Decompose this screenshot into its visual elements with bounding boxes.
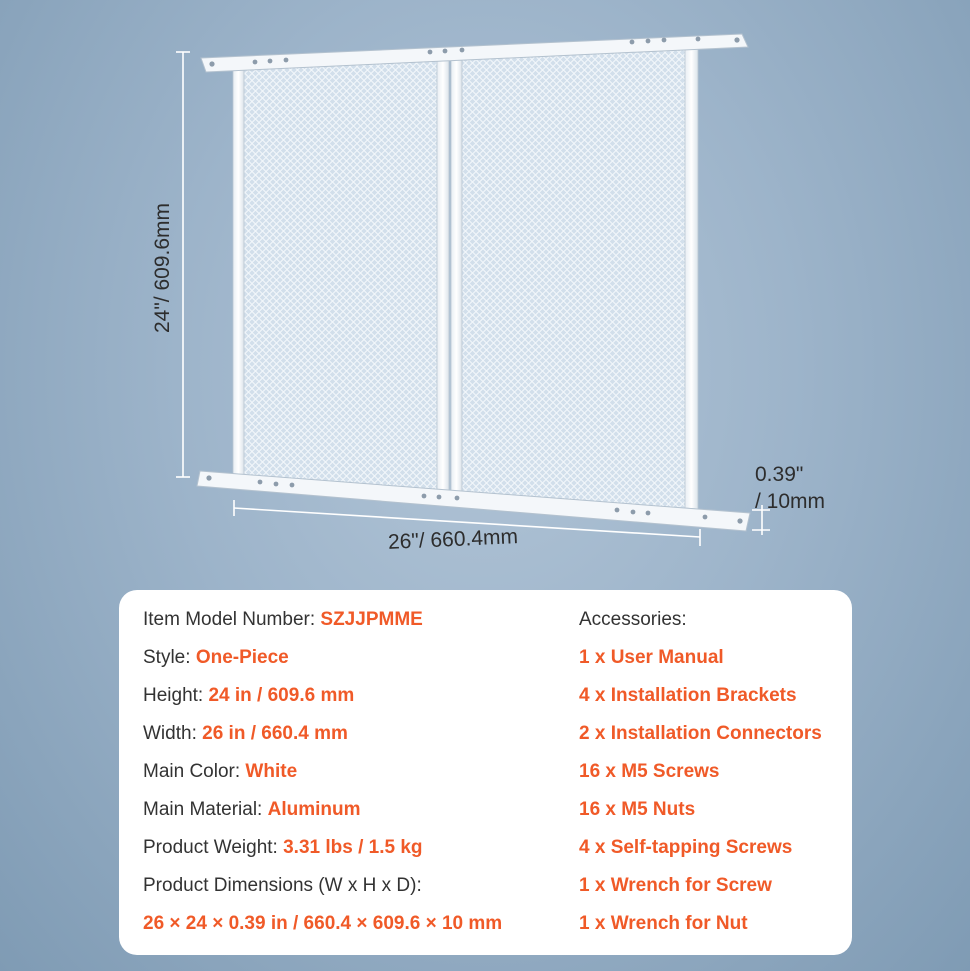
spec-card	[119, 590, 852, 955]
height-dimension-line	[176, 52, 190, 477]
spec-value: 26 × 24 × 0.39 in / 660.4 × 609.6 × 10 mm	[143, 913, 503, 934]
accessory-item: 16 x M5 Screws	[579, 761, 720, 782]
spec-value: One-Piece	[195, 647, 289, 668]
spec-label: Product Dimensions (W x H x D):	[143, 875, 422, 896]
mesh-panel-right	[461, 44, 686, 508]
spec-row-height	[143, 685, 354, 707]
spec-row-model	[143, 609, 423, 631]
spec-label: Main Color:	[143, 761, 246, 782]
accessory-item: 4 x Installation Brackets	[579, 685, 797, 706]
spec-value: Aluminum	[267, 799, 361, 820]
spec-label: Width:	[143, 723, 203, 744]
frame-post	[233, 62, 244, 481]
spec-value: White	[245, 761, 298, 782]
thickness-label-mm: / 10mm	[755, 490, 826, 513]
spec-label: Style:	[143, 647, 196, 668]
spec-row-style	[143, 647, 289, 669]
spec-label: Height:	[143, 685, 209, 706]
accessory-item: 1 x Wrench for Screw	[579, 875, 772, 896]
spec-row-color	[143, 761, 297, 783]
spec-label: Product Weight:	[143, 837, 284, 858]
height-dimension-label: 24"/ 609.6mm	[151, 202, 174, 334]
spec-label: Main Material:	[143, 799, 268, 820]
spec-row-width	[143, 723, 348, 745]
spec-row-material	[143, 799, 361, 821]
spec-row-dimensions-value	[143, 913, 502, 935]
thickness-label-inch: 0.39"	[755, 463, 804, 486]
accessories-title: Accessories:	[579, 609, 687, 630]
spec-row-dimensions	[143, 875, 422, 897]
mesh-panel-left	[243, 54, 438, 492]
spec-value: 24 in / 609.6 mm	[208, 685, 355, 706]
spec-value: SZJJPMME	[320, 609, 423, 630]
width-dimension-label: 26"/ 660.4mm	[387, 525, 519, 554]
frame-post	[685, 44, 698, 509]
accessory-item: 16 x M5 Nuts	[579, 799, 696, 820]
spec-row-weight	[143, 837, 423, 859]
spec-label: Item Model Number:	[143, 609, 321, 630]
frame-post	[451, 53, 462, 495]
accessory-item: 4 x Self-tapping Screws	[579, 837, 793, 858]
accessory-item: 1 x Wrench for Nut	[579, 913, 748, 934]
accessory-item: 1 x User Manual	[579, 647, 724, 668]
accessory-item: 2 x Installation Connectors	[579, 723, 822, 744]
spec-value: 3.31 lbs / 1.5 kg	[283, 837, 423, 858]
spec-value: 26 in / 660.4 mm	[202, 723, 348, 744]
frame-post	[437, 54, 449, 494]
